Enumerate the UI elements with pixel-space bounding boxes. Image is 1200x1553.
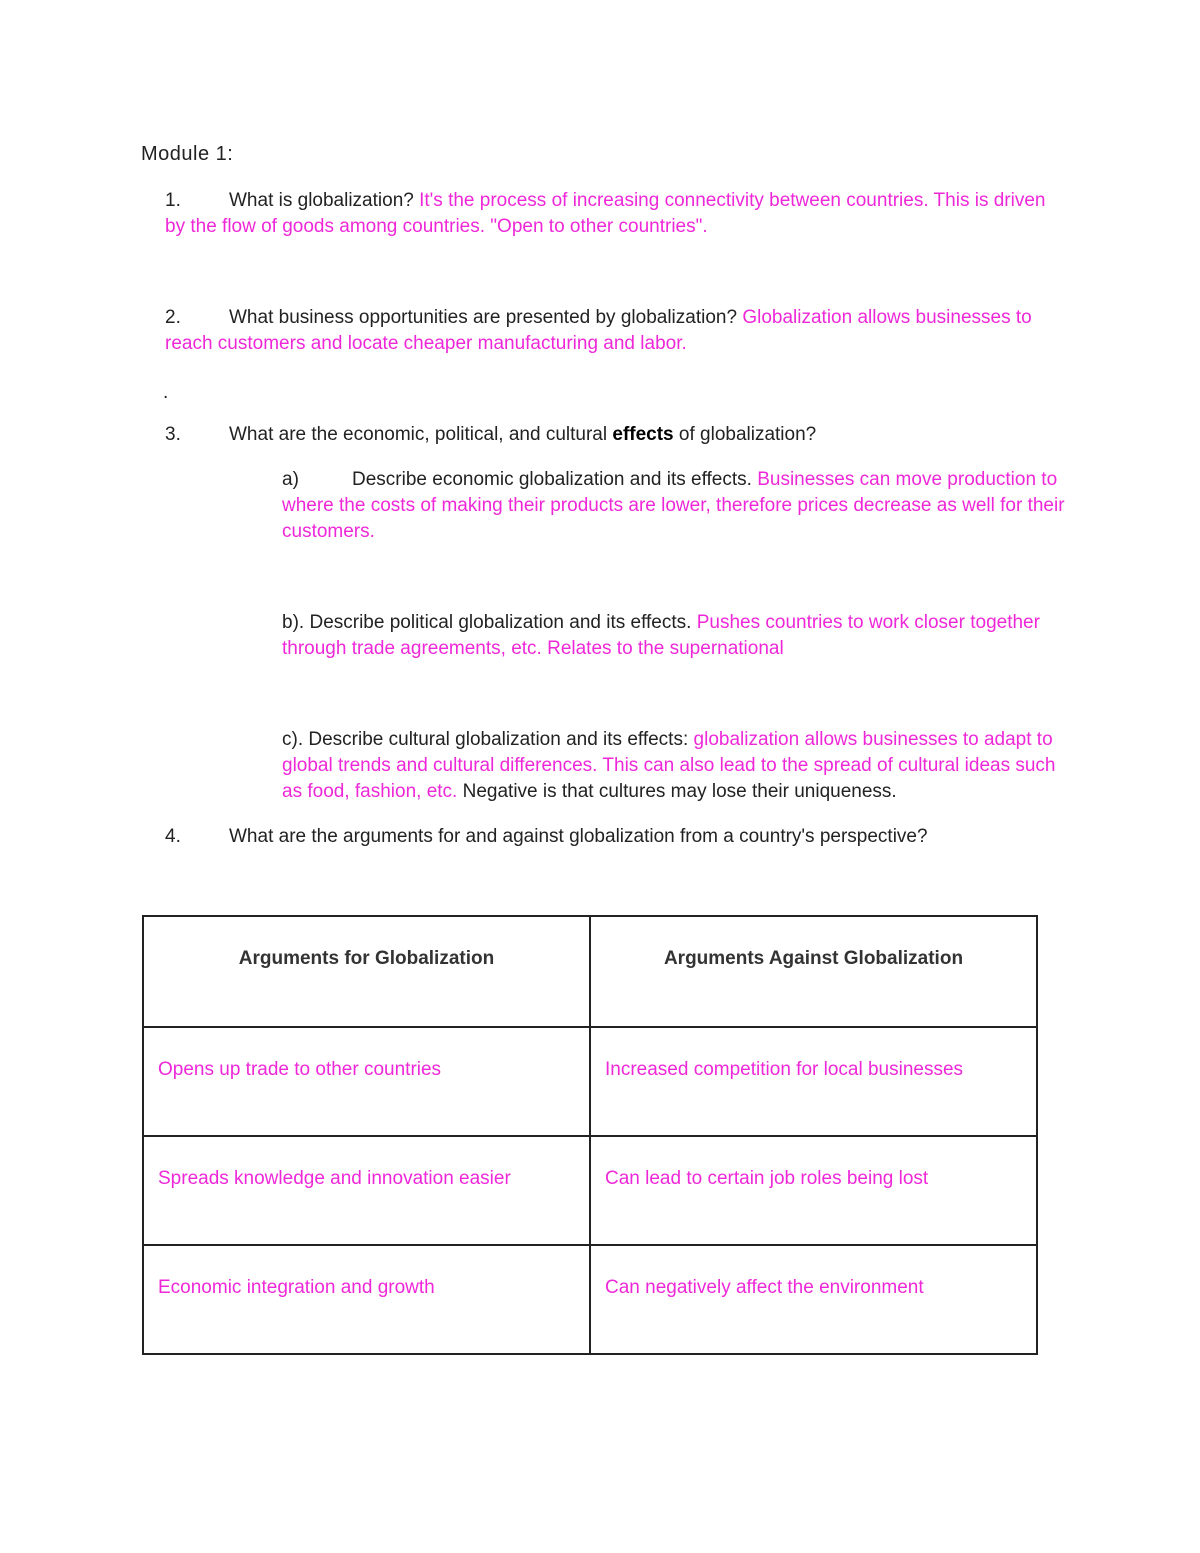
question-text: What are the arguments for and against globalization from a country's perspective? (229, 826, 928, 847)
sub-question-text: Describe cultural globalization and its effects: (308, 729, 689, 750)
sub-question-label: b). (282, 612, 305, 633)
answer-text: Pushes countries to work closer together through trade agreements, etc. Relates to the supernational (282, 612, 1040, 659)
question-number: 1. (165, 190, 181, 211)
table-cell-against: Can lead to certain job roles being lost (590, 1136, 1037, 1245)
sub-question-label: a) (282, 469, 299, 490)
module-title: Module 1: (141, 143, 234, 165)
header-against: Arguments Against Globalization (590, 916, 1037, 1027)
question-number: 4. (165, 826, 181, 847)
header-for: Arguments for Globalization (143, 916, 590, 1027)
question-text-end: of globalization? (678, 424, 817, 445)
sub-question-text: Describe political globalization and its effects. (309, 612, 692, 633)
table-row (143, 1245, 1037, 1354)
question-text: What business opportunities are presented by globalization? (229, 307, 738, 328)
question-text: What are the economic, political, and cultural (229, 424, 608, 445)
arguments-table (142, 915, 1038, 1355)
sub-question-c (282, 727, 1072, 805)
table-cell-for: Economic integration and growth (143, 1245, 590, 1354)
question-2 (165, 305, 1070, 357)
question-4 (165, 824, 1070, 850)
table-row (143, 1027, 1037, 1136)
table-cell-for: Spreads knowledge and innovation easier (143, 1136, 590, 1245)
answer-text: Globalization allows businesses to reach customers and locate cheaper manufacturing and labor. (165, 307, 1032, 354)
question-number: 3. (165, 424, 181, 445)
table-cell-against: Increased competition for local businesses (590, 1027, 1037, 1136)
sub-question-label: c). (282, 729, 304, 750)
question-emphasis: effects (612, 424, 674, 445)
table-cell-for: Opens up trade to other countries (143, 1027, 590, 1136)
answer-text: globalization allows businesses to adapt to global trends and cultural differences. This can also lead to the spread of cultural ideas such as food, fashion, etc. (282, 729, 1056, 802)
answer-text: It's the process of increasing connectivity between countries. This is driven by the flow of goods among countries. "Open to other countries". (165, 190, 1046, 237)
answer-note: Negative is that cultures may lose their uniqueness. (462, 781, 897, 802)
table-row (143, 1136, 1037, 1245)
question-3 (165, 422, 1070, 448)
question-text: What is globalization? (229, 190, 414, 211)
answer-text: Businesses can move production to where the costs of making their products are lower, therefore prices decrease as well for their customers. (282, 469, 1065, 542)
table-cell-against: Can negatively affect the environment (590, 1245, 1037, 1354)
question-number: 2. (165, 307, 181, 328)
sub-question-b (282, 610, 1072, 662)
separator-dot: . (163, 382, 169, 403)
table-header-row (143, 916, 1037, 1027)
sub-question-a (282, 467, 1072, 545)
question-1 (165, 188, 1070, 240)
sub-question-text: Describe economic globalization and its effects. (352, 469, 752, 490)
